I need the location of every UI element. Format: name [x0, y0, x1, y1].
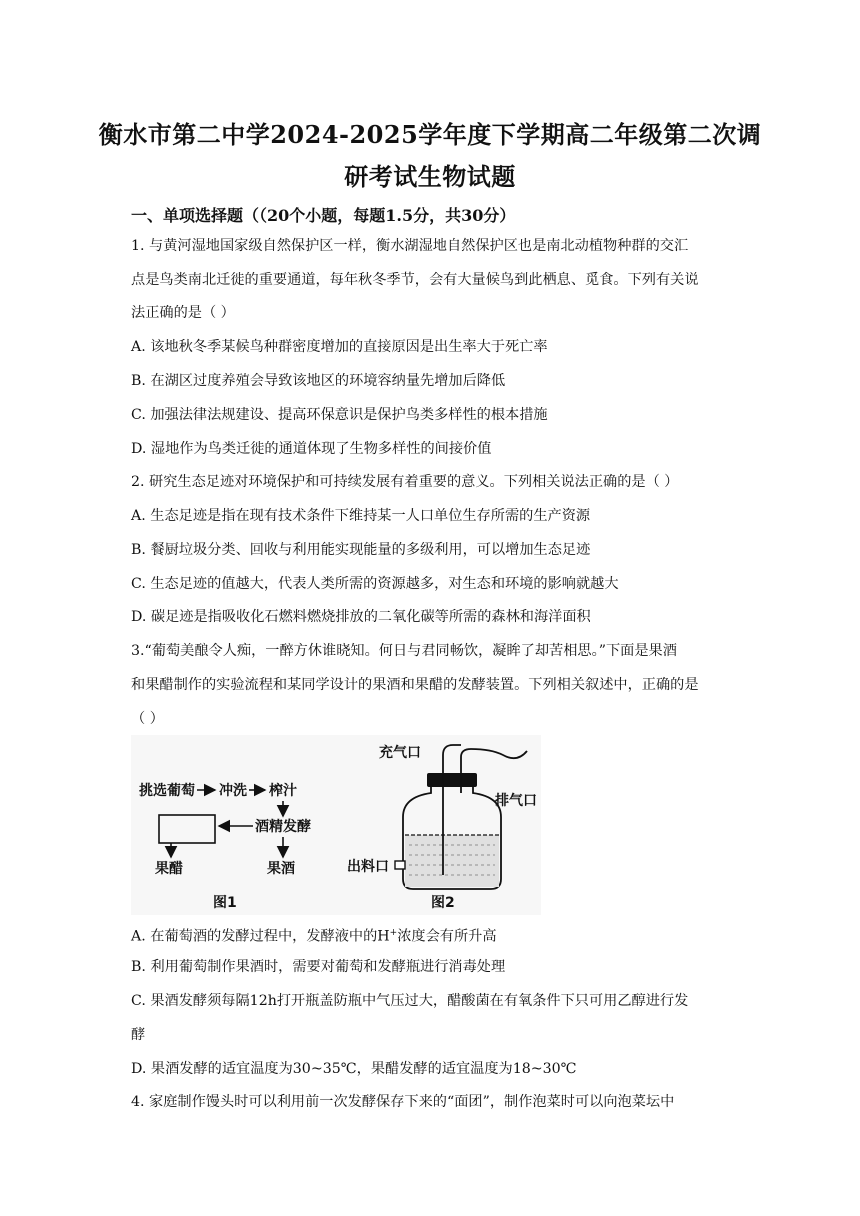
q3-figure	[131, 735, 541, 915]
flow-vinegar-label: 果醋	[155, 861, 183, 877]
q3-option-c-line1: C. 果酒发酵须每隔12h打开瓶盖防瓶中气压过大，醋酸菌在有氧条件下只可用乙醇进行发	[131, 993, 689, 1009]
inlet-label: 充气口	[379, 745, 421, 761]
q3-option-a-text-end: 浓度会有所升高	[397, 928, 497, 945]
q1-stem-line1: 1. 与黄河湿地国家级自然保护区一样，衡水湖湿地自然保护区也是南北动植物种群的交汇	[131, 238, 689, 254]
exam-title-line2: 研考试生物试题	[344, 162, 516, 191]
q2-option-d: D. 碳足迹是指吸收化石燃料燃烧排放的二氧化碳等所需的森林和海洋面积	[131, 609, 591, 625]
figure2-caption: 图2	[431, 895, 455, 911]
q3-stem-line3: （ ）	[131, 711, 164, 727]
q3-option-c-line2: 酵	[131, 1027, 146, 1043]
q2-option-c: C. 生态足迹的值越大，代表人类所需的资源越多，对生态和环境的影响就越大	[131, 576, 619, 592]
q1-option-d: D. 湿地作为鸟类迁徙的通道体现了生物多样性的间接价值	[131, 441, 492, 457]
exam-title-line1: 衡水市第二中学2024-2025学年度下学期高二年级第二次调	[98, 120, 762, 149]
discharge-port	[395, 861, 405, 869]
q2-option-a: A. 生态足迹是指在现有技术条件下维持某一人口单位生存所需的生产资源	[131, 508, 591, 524]
flow-wine-label: 果酒	[267, 861, 295, 877]
flow-ferment-label: 酒精发酵	[255, 819, 311, 835]
q1-option-a: A. 该地秋冬季某候鸟种群密度增加的直接原因是出生率大于死亡率	[131, 339, 548, 355]
q3-stem-line1: 3.“葡萄美酿令人痴，一醉方休谁晓知。何日与君同畅饮，凝眸了却苦相思。”下面是果酒	[131, 643, 677, 659]
q3-stem-line2: 和果醋制作的实验流程和某同学设计的果酒和果醋的发酵装置。下列相关叙述中，正确的是	[131, 677, 699, 693]
section-heading: 一、单项选择题（（20个小题，每题1.5分，共30分）	[131, 206, 516, 225]
q4-stem: 4. 家庭制作馒头时可以利用前一次发酵保存下来的“面团”，制作泡菜时可以向泡菜坛中	[131, 1094, 675, 1110]
discharge-label: 出料口	[347, 859, 389, 875]
q3-option-a-superscript: +	[389, 928, 398, 938]
q2-option-b: B. 餐厨垃圾分类、回收与利用能实现能量的多级利用，可以增加生态足迹	[131, 542, 591, 558]
q3-option-a	[131, 923, 497, 947]
fermentation-liquid	[405, 835, 499, 887]
flow-pick-label: 挑选葡萄	[139, 783, 195, 799]
flow-blank-box	[159, 815, 215, 843]
flow-juice-label: 榨汁	[269, 783, 297, 799]
fermentation-diagram	[131, 735, 541, 915]
q1-stem-line2: 点是鸟类南北迁徙的重要通道，每年秋冬季节，会有大量候鸟到此栖息、觅食。下列有关说	[131, 272, 699, 288]
q2-stem: 2. 研究生态足迹对环境保护和可持续发展有着重要的意义。下列相关说法正确的是（ ）	[131, 474, 679, 490]
bottle-stopper	[427, 773, 477, 787]
flow-wash-label: 冲洗	[219, 783, 247, 799]
q1-option-c: C. 加强法律法规建设、提高环保意识是保护鸟类多样性的根本措施	[131, 407, 548, 423]
q1-stem-line3: 法正确的是（ ）	[131, 305, 235, 321]
q3-option-d: D. 果酒发酵的适宜温度为30~35℃，果醋发酵的适宜温度为18~30℃	[131, 1061, 577, 1077]
q3-option-a-text: A. 在葡萄酒的发酵过程中，发酵液中的H	[131, 928, 390, 945]
q1-option-b: B. 在湖区过度养殖会导致该地区的环境容纳量先增加后降低	[131, 373, 506, 389]
q3-option-b: B. 利用葡萄制作果酒时，需要对葡萄和发酵瓶进行消毒处理	[131, 959, 506, 975]
outlet-label: 排气口	[495, 793, 537, 809]
figure1-caption: 图1	[213, 895, 237, 911]
